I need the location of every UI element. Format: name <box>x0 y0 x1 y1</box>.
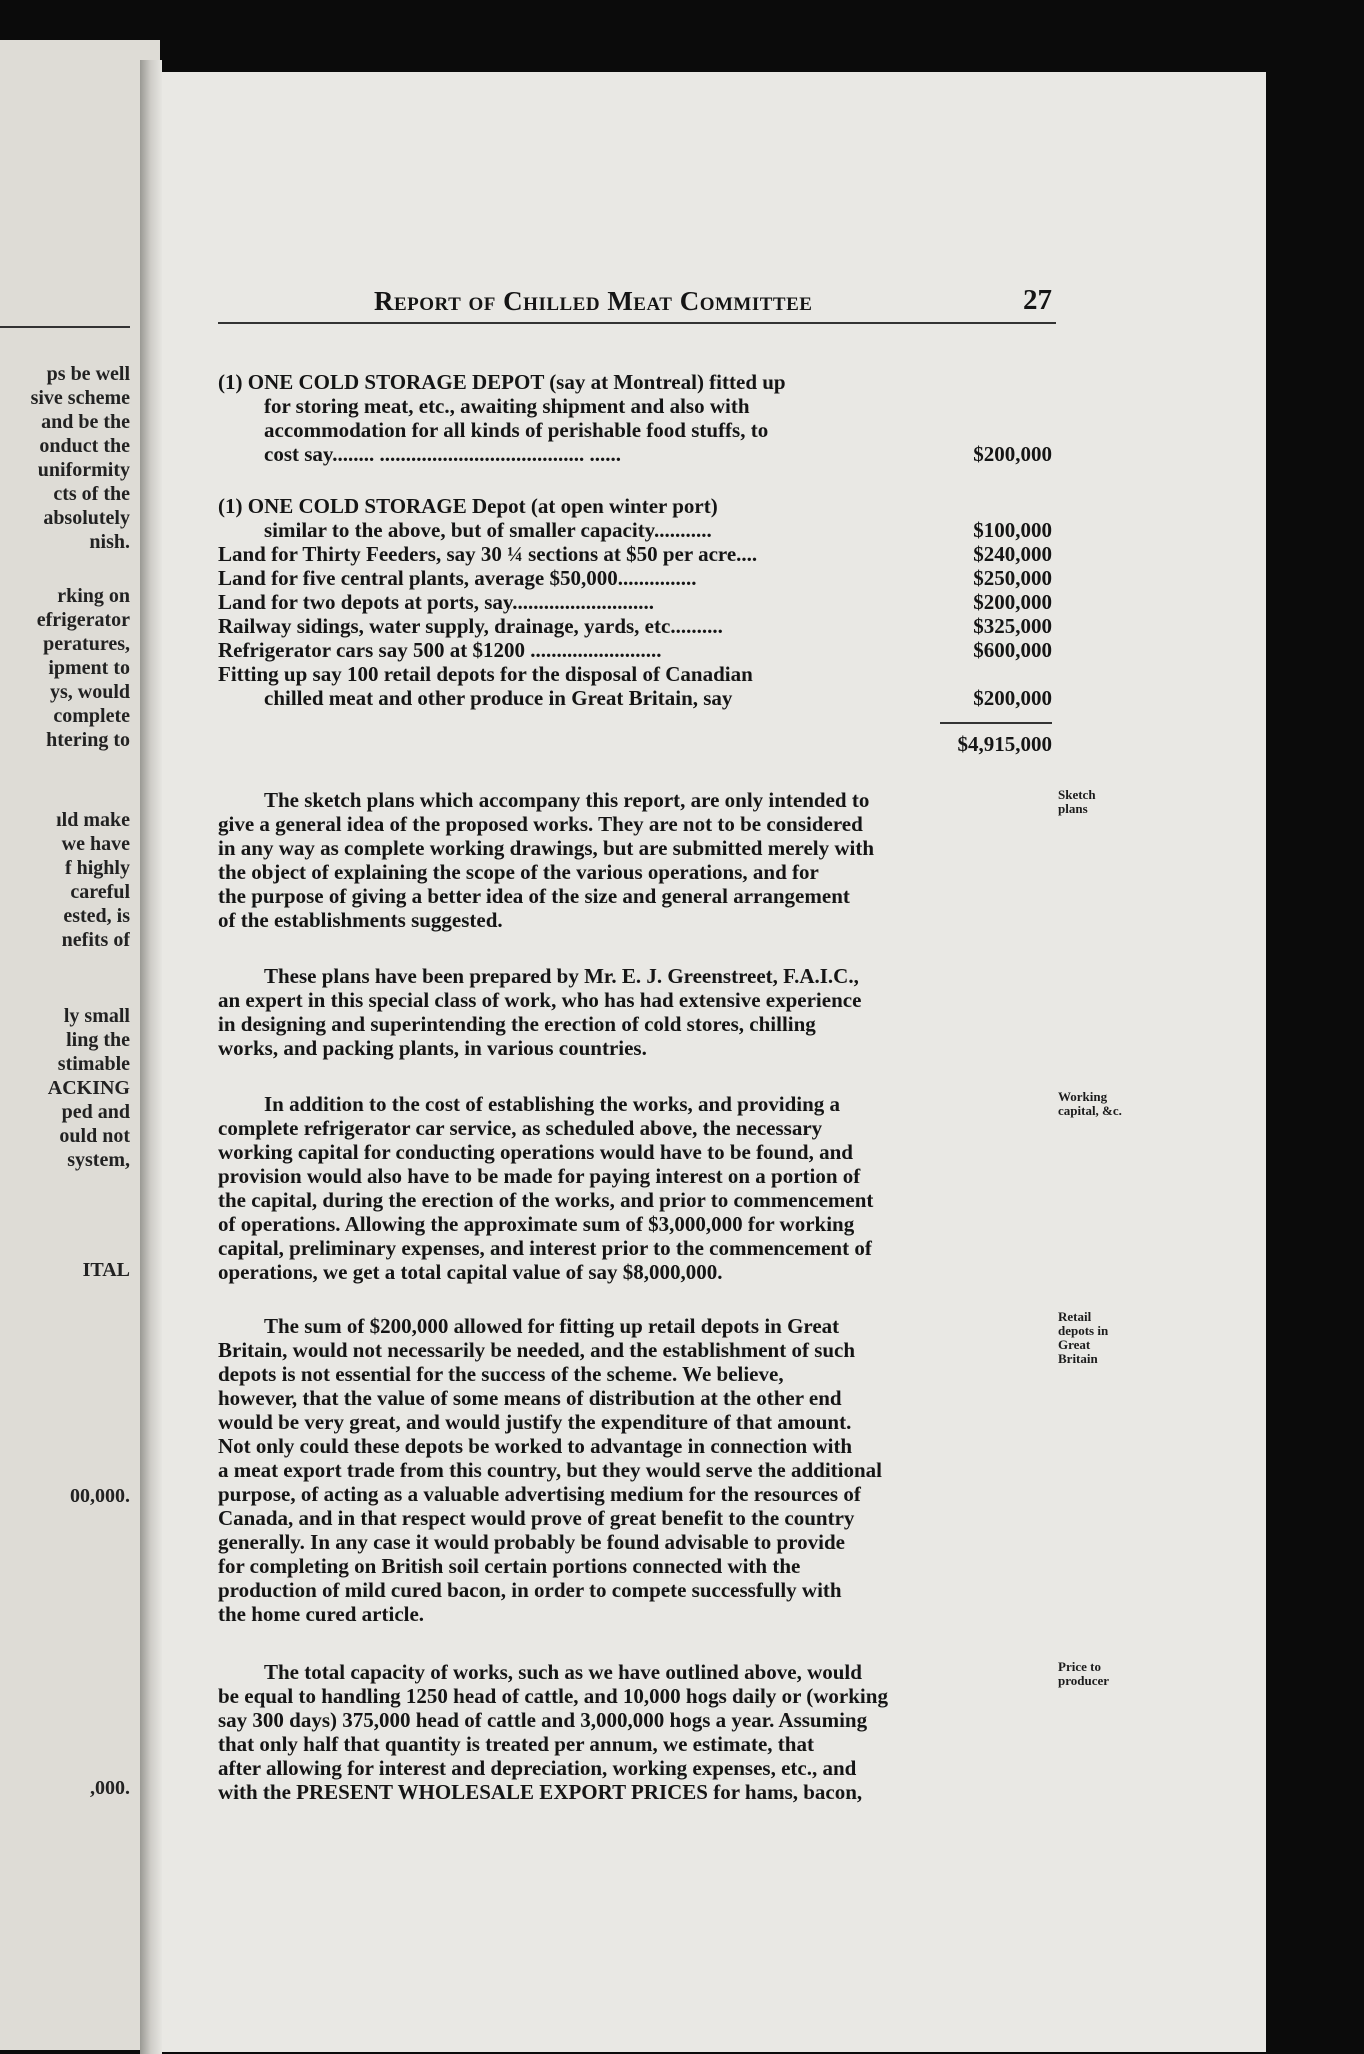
book-spine <box>140 60 162 2054</box>
left-fragment-block-3 <box>0 808 130 952</box>
fragment-line: sive scheme <box>30 387 130 409</box>
fragment-line: ACKING <box>47 1077 130 1099</box>
fragment-line: efrigerator <box>36 609 130 631</box>
cost-item-description <box>218 662 918 710</box>
cost-item-amount: $200,000 <box>973 686 1052 710</box>
paragraph-retail-depots <box>218 1314 1052 1626</box>
page-header <box>218 282 1056 324</box>
fragment-line: ps be well <box>46 363 130 385</box>
margin-note-working-capital <box>1058 1090 1158 1118</box>
fragment-line: f highly <box>64 857 130 879</box>
total-rule <box>940 722 1052 724</box>
paragraph-line: with the PRESENT WHOLESALE EXPORT PRICES for hams, bacon, <box>218 1780 863 1804</box>
cost-line: Land for two depots at ports, say........................... <box>218 590 654 614</box>
paragraph-line: of the establishments suggested. <box>218 908 503 932</box>
paragraph-line: The sketch plans which accompany this report, are only intended to <box>264 788 870 812</box>
paragraph-line: in designing and superintending the erection of cold stores, chilling <box>218 1012 816 1036</box>
fragment-line: absolutely <box>43 507 130 529</box>
fragment-line: nish. <box>89 531 130 553</box>
fragment-line: onduct the <box>39 435 130 457</box>
cost-item-amount: $600,000 <box>973 638 1052 662</box>
paragraph-line: Britain, would not necessarily be needed, and the establishment of such <box>218 1338 856 1362</box>
paragraph-line: production of mild cured bacon, in order to compete successfully with <box>218 1578 842 1602</box>
cost-line: Fitting up say 100 retail depots for the disposal of Canadian <box>218 662 753 686</box>
margin-note-sketch-plans <box>1058 788 1158 816</box>
paragraph-line: Not only could these depots be worked to advantage in connection with <box>218 1434 853 1458</box>
paragraph-line: The sum of $200,000 allowed for fitting up retail depots in Great <box>264 1314 840 1338</box>
cost-item-description <box>218 494 918 542</box>
left-fragment-block-4 <box>0 1004 130 1172</box>
cost-item-description <box>218 614 918 638</box>
fragment-line: ould not <box>59 1125 130 1147</box>
fragment-line: ested, is <box>63 905 130 927</box>
cost-line: for storing meat, etc., awaiting shipment and also with <box>264 394 750 418</box>
left-fragment-block-2 <box>0 584 130 752</box>
fragment-line: cts of the <box>53 483 130 505</box>
page-number: 27 <box>1023 284 1052 316</box>
cost-item-amount: $325,000 <box>973 614 1052 638</box>
fragment-line: careful <box>70 881 130 903</box>
margin-note-line: capital, &c. <box>1058 1103 1122 1118</box>
cost-item-description <box>218 590 918 614</box>
paragraph-line: Canada, and in that respect would prove of great benefit to the country <box>218 1506 855 1530</box>
paragraph-line: provision would also have to be made for paying interest on a portion of <box>218 1164 861 1188</box>
cost-item-amount: $200,000 <box>973 590 1052 614</box>
cost-item-amount: $100,000 <box>973 518 1052 542</box>
paragraph-line: depots is not essential for the success of the scheme. We believe, <box>218 1362 784 1386</box>
cost-item-amount: $250,000 <box>973 566 1052 590</box>
cost-item-description <box>218 370 918 466</box>
paragraph-line: In addition to the cost of establishing the works, and providing a <box>264 1092 841 1116</box>
margin-note-line: Britain <box>1058 1351 1098 1366</box>
cost-item-amount: $200,000 <box>973 442 1052 466</box>
left-fragment-block-1 <box>0 362 130 554</box>
paragraph-line: working capital for conducting operations would have to be found, and <box>218 1140 853 1164</box>
fragment-line: we have <box>61 833 130 855</box>
fragment-line: ys, would <box>49 681 130 703</box>
margin-note-line: Sketch <box>1058 787 1096 802</box>
cost-item-description <box>218 566 918 590</box>
paragraph-line: These plans have been prepared by Mr. E. J. Greenstreet, F.A.I.C., <box>264 964 859 988</box>
paragraph-line: the home cured article. <box>218 1602 425 1626</box>
paragraph-line: the capital, during the erection of the works, and prior to commencement <box>218 1188 874 1212</box>
margin-note-line: depots in <box>1058 1323 1109 1338</box>
paragraph-working-capital <box>218 1092 1052 1284</box>
margin-note-line: plans <box>1058 801 1088 816</box>
paragraph-line: works, and packing plants, in various countries. <box>218 1036 647 1060</box>
paragraph-line: after allowing for interest and depreciation, working expenses, etc., and <box>218 1756 857 1780</box>
fragment-line: ling the <box>66 1029 130 1051</box>
cost-item-description <box>218 542 918 566</box>
paragraph-line: would be very great, and would justify the expenditure of that amount. <box>218 1410 852 1434</box>
cost-line: similar to the above, but of smaller capacity........... <box>264 518 712 542</box>
cost-item-amount: $240,000 <box>973 542 1052 566</box>
fragment-line: complete <box>53 705 130 727</box>
fragment-line: ly small <box>63 1005 130 1027</box>
fragment-line: ITAL <box>82 1259 130 1281</box>
paragraph-line: generally. In any case it would probably be found advisable to provide <box>218 1530 845 1554</box>
cost-line: Land for Thirty Feeders, say 30 ¼ sections at $50 per acre.... <box>218 542 758 566</box>
fragment-line: system, <box>67 1149 130 1171</box>
margin-note-price-to-producer <box>1058 1660 1158 1688</box>
margin-note-line: Price to <box>1058 1659 1101 1674</box>
cost-line: (1) ONE COLD STORAGE Depot (at open winter port) <box>218 494 718 518</box>
cost-item-description <box>218 638 918 662</box>
fragment-line: htering to <box>46 729 130 751</box>
paragraph-line: the purpose of giving a better idea of the size and general arrangement <box>218 884 850 908</box>
paragraph-line: of operations. Allowing the approximate sum of $3,000,000 for working <box>218 1212 855 1236</box>
fragment-line: stimable <box>57 1053 130 1075</box>
fragment-line: ,000. <box>90 1777 130 1799</box>
left-page-rule <box>0 326 130 328</box>
paragraph-line: The total capacity of works, such as we have outlined above, would <box>264 1660 862 1684</box>
cost-line: Refrigerator cars say 500 at $1200 ......................... <box>218 638 662 662</box>
margin-note-line: producer <box>1058 1673 1110 1688</box>
fragment-line: ped and <box>61 1101 130 1123</box>
fragment-line: 00,000. <box>70 1485 130 1507</box>
paragraph-line: operations, we get a total capital value of say $8,000,000. <box>218 1260 723 1284</box>
paragraph-line: say 300 days) 375,000 head of cattle and 3,000,000 hogs a year. Assuming <box>218 1708 868 1732</box>
paragraph-line: a meat export trade from this country, but they would serve the additional <box>218 1458 882 1482</box>
paragraph-total-capacity <box>218 1660 1052 1804</box>
paragraph-line: purpose, of acting as a valuable advertising medium for the resources of <box>218 1482 861 1506</box>
paragraph-line: an expert in this special class of work, who has had extensive experience <box>218 988 862 1012</box>
paragraph-plans-prepared <box>218 964 1052 1060</box>
cost-line: cost say........ ....................................... ...... <box>264 442 621 466</box>
paragraph-line: the object of explaining the scope of the various operations, and for <box>218 860 819 884</box>
left-fragment-block-7 <box>0 1776 130 1800</box>
paragraph-line: however, that the value of some means of distribution at the other end <box>218 1386 842 1410</box>
fragment-line: ıld make <box>56 809 130 831</box>
fragment-line: and be the <box>41 411 130 433</box>
cost-line: (1) ONE COLD STORAGE DEPOT (say at Montreal) fitted up <box>218 370 786 394</box>
paragraph-line: give a general idea of the proposed works. They are not to be considered <box>218 812 863 836</box>
cost-total: $4,915,000 <box>957 732 1052 756</box>
margin-note-retail-depots <box>1058 1310 1158 1366</box>
fragment-line: nefits of <box>61 929 130 951</box>
paragraph-line: for completing on British soil certain portions connected with the <box>218 1554 801 1578</box>
left-fragment-block-6 <box>0 1484 130 1508</box>
paragraph-line: in any way as complete working drawings, but are submitted merely with <box>218 836 875 860</box>
cost-line: Land for five central plants, average $50,000............... <box>218 566 697 590</box>
fragment-line: rking on <box>57 585 130 607</box>
paragraph-line: complete refrigerator car service, as scheduled above, the necessary <box>218 1116 823 1140</box>
fragment-line: uniformity <box>37 459 130 481</box>
left-fragment-block-5 <box>0 1258 130 1282</box>
cost-line: Railway sidings, water supply, drainage, yards, etc.......... <box>218 614 723 638</box>
paragraph-line: be equal to handling 1250 head of cattle, and 10,000 hogs daily or (working <box>218 1684 888 1708</box>
running-title: Report of Chilled Meat Committee <box>374 286 813 316</box>
paragraph-line: capital, preliminary expenses, and interest prior to the commencement of <box>218 1236 872 1260</box>
margin-note-line: Retail <box>1058 1309 1092 1324</box>
paragraph-line: that only half that quantity is treated per annum, we estimate, that <box>218 1732 814 1756</box>
cost-line: chilled meat and other produce in Great Britain, say <box>264 686 733 710</box>
fragment-line: peratures, <box>43 633 130 655</box>
margin-note-line: Great <box>1058 1337 1091 1352</box>
margin-note-line: Working <box>1058 1089 1108 1104</box>
cost-line: accommodation for all kinds of perishable food stuffs, to <box>264 418 769 442</box>
paragraph-sketch-plans <box>218 788 1052 932</box>
fragment-line: ipment to <box>48 657 130 679</box>
